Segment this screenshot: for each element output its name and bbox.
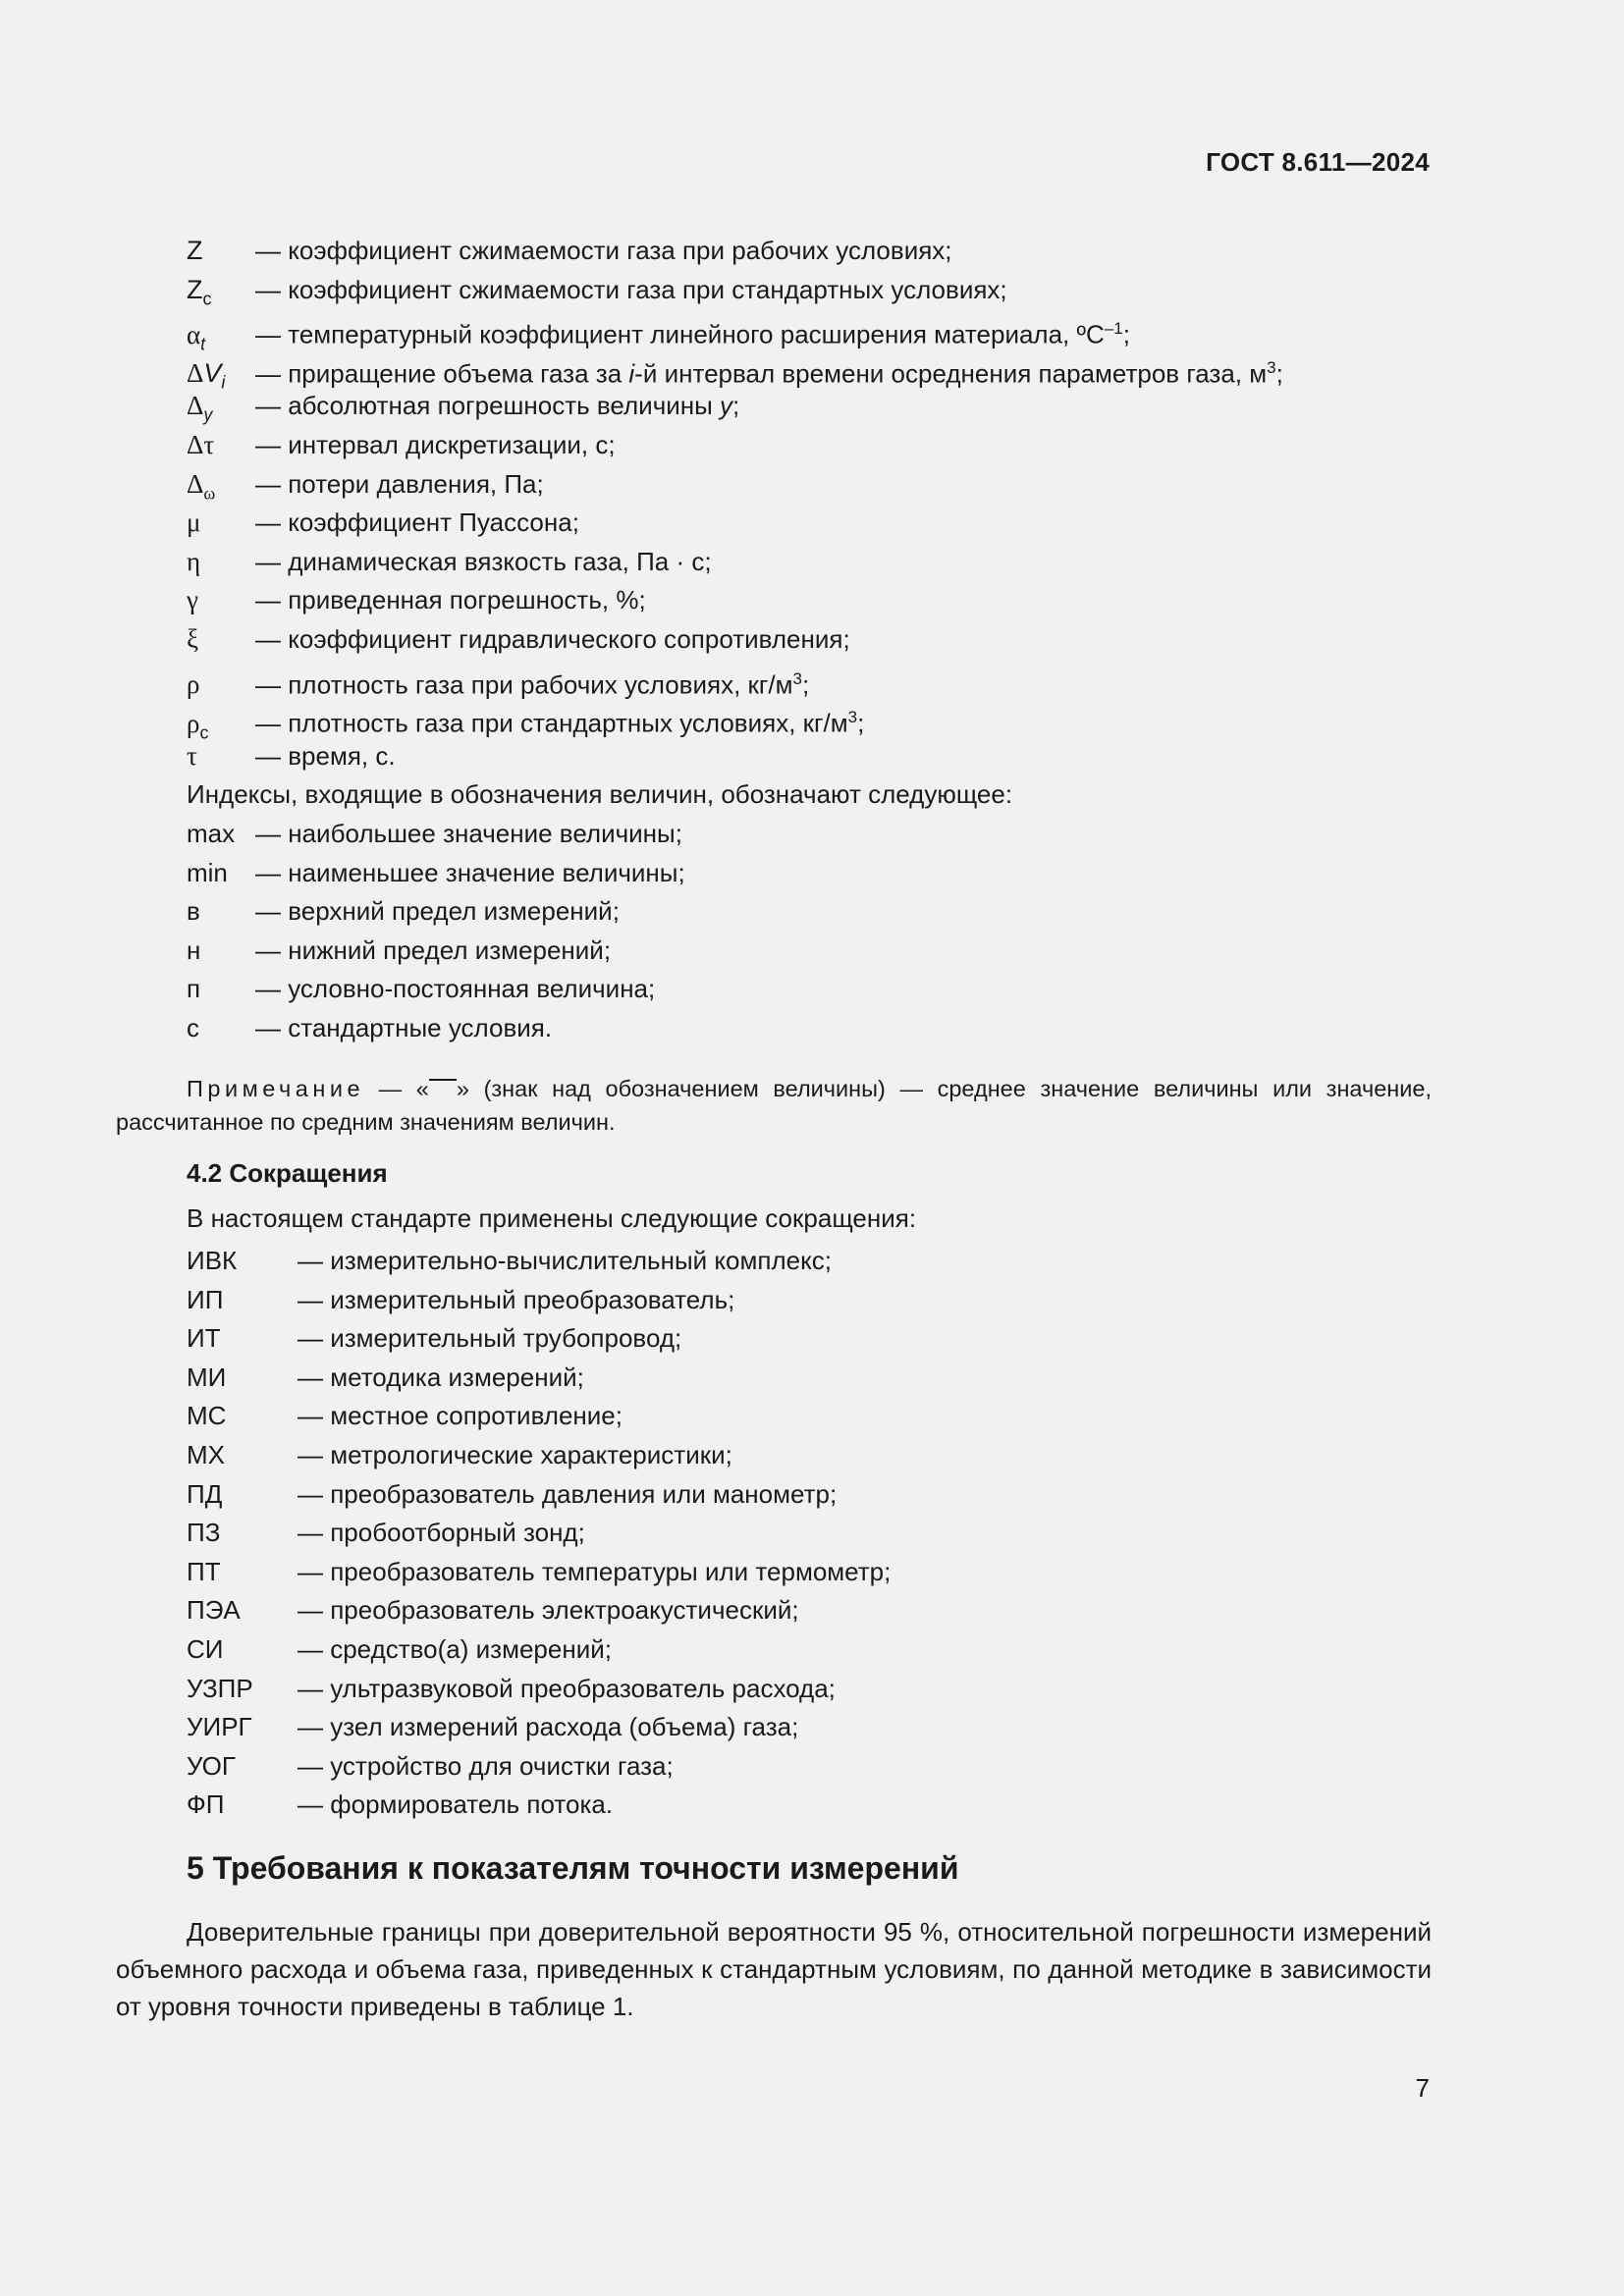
page-number: 7 (1415, 2073, 1430, 2103)
symbol-var: V (203, 358, 222, 389)
symbol-description (255, 504, 579, 543)
abbreviation-row (187, 1670, 1432, 1709)
description-text: — приращение объема газа за (255, 358, 629, 389)
description-superscript: –1 (1104, 319, 1123, 339)
abbreviation-row (187, 1281, 1432, 1320)
abbreviation-description: — измерительный трубопровод; (298, 1323, 682, 1354)
symbol-row (187, 581, 1432, 620)
symbol (187, 737, 255, 776)
index-row (187, 1009, 1432, 1048)
description-tail: ; (857, 708, 865, 738)
index-row (187, 854, 1432, 893)
symbol (187, 426, 255, 465)
abbreviation: ИП (187, 1284, 224, 1314)
symbol-base: Δ (187, 358, 204, 389)
abbreviation: УЗПР (187, 1673, 253, 1703)
description-italic: у (720, 391, 733, 421)
description-italic: i (628, 358, 635, 389)
abbreviation-description: — измерительно-вычислительный комплекс; (298, 1246, 832, 1275)
abbreviation-row (187, 1786, 1432, 1825)
symbol-row (187, 271, 1432, 310)
note-text: » (знак над обозначением величины) — среднее значение величины или значение, рассчитанное по средним значениям величин. (116, 1076, 1432, 1135)
description-text: — плотность газа при рабочих условиях, кг/м (255, 669, 793, 700)
symbols-list (187, 232, 1432, 1047)
description-text: — коэффициент сжимаемости газа при стандартных условиях; (255, 274, 1007, 304)
symbol-row (187, 698, 1432, 743)
index-symbol: с (187, 1012, 199, 1042)
overline-mark (429, 1079, 457, 1091)
description-tail: ; (1122, 319, 1130, 349)
symbol-base: τ (187, 740, 197, 771)
section-intro-4-2: В настоящем стандарте применены следующие сокращения: (187, 1203, 917, 1233)
index-description: — верхний предел измерений; (255, 896, 620, 927)
symbol-description (255, 426, 616, 465)
symbol-base: Δτ (187, 429, 215, 459)
symbol-row (187, 543, 1432, 582)
symbol-description (255, 387, 739, 426)
description-text: — абсолютная погрешность величины (255, 391, 721, 421)
symbol-subscript: с (199, 722, 209, 743)
note-label: Примечание (187, 1076, 365, 1101)
abbreviation-description: — ультразвуковой преобразователь расхода; (298, 1673, 836, 1703)
symbol-base: Z (187, 236, 203, 265)
description-text: -й интервал времени осреднения параметров газа, м (634, 358, 1268, 389)
symbol-row (187, 348, 1432, 393)
index-description: — нижний предел измерений; (255, 934, 612, 965)
index-description: — наименьшее значение величины; (255, 857, 685, 887)
abbreviation-description: — метрологические характеристики; (298, 1439, 732, 1469)
abbreviation-row (187, 1436, 1432, 1475)
abbreviation: УИРГ (187, 1712, 252, 1742)
document-id: ГОСТ 8.611—2024 (1206, 147, 1430, 177)
symbol-row (187, 504, 1432, 543)
symbol-subscript: i (221, 372, 226, 393)
abbreviation-row (187, 1553, 1432, 1592)
symbol-description (255, 232, 952, 271)
description-tail: ; (801, 669, 810, 700)
symbol-subscript: ω (203, 482, 216, 503)
symbol-row (187, 309, 1432, 354)
abbreviation-description: — узел измерений расхода (объема) газа; (298, 1712, 799, 1742)
description-superscript: 3 (792, 668, 802, 688)
abbreviation: СИ (187, 1633, 224, 1664)
description-text: — динамическая вязкость газа, Па · с; (255, 546, 712, 576)
index-row (187, 892, 1432, 932)
symbol-subscript: с (202, 288, 212, 308)
symbol-row (187, 660, 1432, 699)
index-row (187, 970, 1432, 1009)
description-text: — интервал дискретизации, с; (255, 429, 616, 459)
abbreviation: ПД (187, 1478, 223, 1509)
abbreviation-description: — преобразователь электроакустический; (298, 1595, 799, 1626)
symbol (187, 620, 255, 660)
note (116, 1072, 1432, 1139)
abbreviation-description: — средство(а) измерений; (298, 1633, 612, 1664)
indices-intro: Индексы, входящие в обозначения величин, обозначают следующее: (187, 779, 1013, 810)
abbreviation-row (187, 1514, 1432, 1553)
abbreviation-row (187, 1747, 1432, 1787)
symbol-base: Δ (187, 391, 204, 421)
section-body-5: Доверительные границы при доверительной вероятности 95 %, относительной погрешности измерений объемного расхода и объема газа, приведенных к стандартным условиям, по данной методике в зависимости от уровня точности приведены в таблице 1. (116, 1917, 1432, 2021)
abbreviation-description: — измерительный преобразователь; (298, 1284, 735, 1314)
symbol-description (255, 271, 1007, 310)
index-row (187, 815, 1432, 854)
symbol-base: ρ (187, 669, 200, 700)
abbreviation: МХ (187, 1439, 225, 1469)
description-text: — коэффициент гидравлического сопротивления; (255, 623, 850, 654)
index-description: — наибольшее значение величины; (255, 818, 682, 848)
symbol-subscript: y (203, 404, 213, 425)
symbol-row (187, 620, 1432, 660)
abbreviation-description: — преобразователь температуры или термометр; (298, 1556, 892, 1586)
description-text: — коэффициент Пуассона; (255, 507, 579, 538)
symbol (187, 581, 255, 620)
note-pre: — « (364, 1076, 429, 1101)
symbol-row (187, 426, 1432, 465)
symbol-base: ξ (187, 623, 199, 654)
description-text: — плотность газа при стандартных условиях, кг/м (255, 708, 848, 738)
description-text: — время, с. (255, 740, 396, 771)
index-row (187, 932, 1432, 971)
section-heading-5: 5 Требования к показателям точности измерений (187, 1850, 959, 1886)
symbol-subscript: t (200, 334, 206, 354)
abbreviation-description: — местное сопротивление; (298, 1401, 623, 1431)
index-symbol: max (187, 818, 236, 848)
abbreviation-row (187, 1591, 1432, 1630)
abbreviation-row (187, 1708, 1432, 1747)
abbreviation-row (187, 1630, 1432, 1670)
symbol-base: γ (187, 585, 198, 615)
abbreviation-description: — преобразователь давления или манометр; (298, 1478, 838, 1509)
abbreviation-description: — методика измерений; (298, 1362, 584, 1392)
index-description: — условно-постоянная величина; (255, 974, 656, 1004)
index-description: — стандартные условия. (255, 1012, 553, 1042)
abbreviation-description: — пробоотборный зонд; (298, 1518, 585, 1548)
abbreviation: ПЗ (187, 1518, 221, 1548)
symbol-base: η (187, 546, 201, 576)
description-text: ; (732, 391, 740, 421)
symbol (187, 271, 255, 319)
description-superscript: 3 (847, 708, 858, 727)
index-symbol: н (187, 934, 201, 965)
description-text: — коэффициент сжимаемости газа при рабочих условиях; (255, 236, 952, 265)
index-symbol: min (187, 857, 228, 887)
abbreviation-row (187, 1397, 1432, 1436)
description-text: — потери давления, Па; (255, 468, 544, 499)
abbreviations-list (187, 1242, 1432, 1825)
symbol-description (255, 737, 396, 776)
abbreviation-row (187, 1242, 1432, 1281)
abbreviation-description: — устройство для очистки газа; (298, 1750, 674, 1781)
symbol-base: μ (187, 507, 201, 538)
description-text: — температурный коэффициент линейного расширения материала, ºС (255, 319, 1105, 349)
abbreviation: ПТ (187, 1556, 221, 1586)
symbol (187, 232, 255, 271)
description-superscript: 3 (1267, 357, 1276, 377)
abbreviation-description: — формирователь потока. (298, 1789, 614, 1820)
abbreviation: МИ (187, 1362, 227, 1392)
symbol (187, 543, 255, 582)
abbreviation-row (187, 1319, 1432, 1359)
symbol (187, 666, 255, 705)
description-text: — приведенная погрешность, %; (255, 585, 646, 615)
symbol (187, 504, 255, 543)
symbol-description (255, 465, 544, 505)
symbol-base: α (187, 319, 201, 349)
description-tail: ; (1275, 358, 1283, 389)
symbol-base: ρ (187, 708, 200, 738)
symbol-row (187, 232, 1432, 271)
abbreviation: ИТ (187, 1323, 221, 1354)
abbreviation-row (187, 1359, 1432, 1398)
abbreviation: ПЭА (187, 1595, 241, 1626)
abbreviation: МС (187, 1401, 227, 1431)
section-heading-4-2: 4.2 Сокращения (187, 1158, 388, 1188)
symbol-base: Δ (187, 468, 204, 499)
abbreviation-row (187, 1475, 1432, 1515)
symbol-description (255, 581, 646, 620)
symbol-row (187, 465, 1432, 505)
symbol-description (255, 620, 850, 660)
abbreviation: УОГ (187, 1750, 236, 1781)
abbreviation: ИВК (187, 1246, 238, 1275)
symbol-base: Z (187, 274, 203, 304)
symbol-description (255, 543, 712, 582)
index-symbol: п (187, 974, 201, 1004)
index-symbol: в (187, 896, 200, 927)
abbreviation: ФП (187, 1789, 225, 1820)
